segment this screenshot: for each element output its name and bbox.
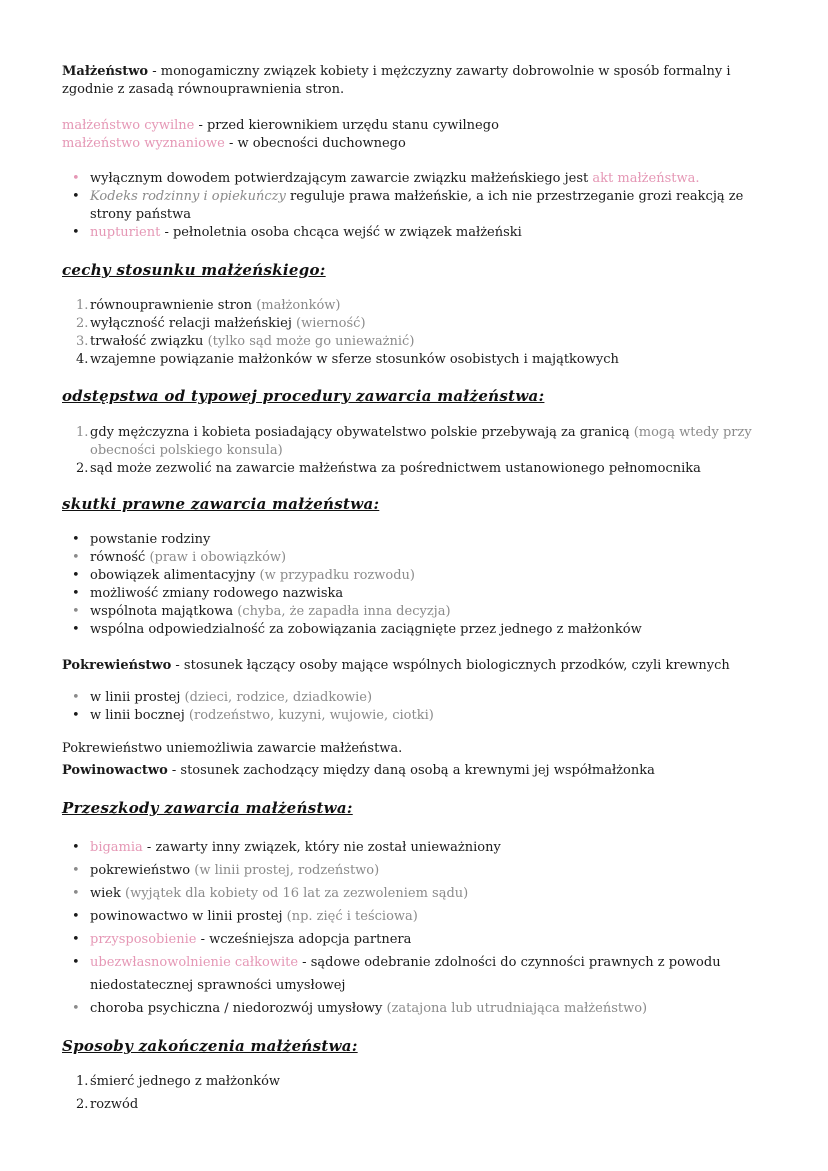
text: powstanie rodziny xyxy=(90,532,211,547)
text: powinowactwo w linii prostej xyxy=(90,909,287,924)
bullet-icon: • xyxy=(72,955,80,970)
text: pokrewieństwo xyxy=(90,863,195,878)
bullet-icon: • xyxy=(72,189,80,204)
text: Pokrewieństwo uniemożliwia zawarcie małżeństwa. xyxy=(62,741,403,756)
list-number: 2. xyxy=(76,316,89,331)
list-item xyxy=(62,707,782,725)
note-gray: (w przypadku rozwodu) xyxy=(259,568,415,583)
bullet-icon: • xyxy=(72,604,80,619)
text: rozwód xyxy=(90,1097,139,1112)
list-item xyxy=(62,997,782,1020)
bullet-icon: • xyxy=(72,622,80,637)
section-heading: cechy stosunku małżeńskiego: xyxy=(62,261,326,279)
text: śmierć jednego z małżonków xyxy=(90,1074,281,1089)
section-heading: odstępstwa od typowej procedury zawarcia małżeństwa: xyxy=(62,387,545,405)
highlight-pink: małżeństwo cywilne xyxy=(62,118,195,133)
bullet-icon: • xyxy=(72,708,80,723)
bullet-icon: • xyxy=(72,840,80,855)
text: - monogamiczny związek kobiety i mężczyzny zawarty dobrowolnie w sposób formalny i zgodnie z zasadą równouprawnienia stron. xyxy=(62,64,731,97)
highlight-pink: bigamia xyxy=(90,840,143,855)
text: reguluje prawa małżeńskie, a ich nie przestrzeganie grozi reakcją ze strony państwa xyxy=(90,189,744,222)
term-bold: Pokrewieństwo xyxy=(62,658,172,673)
paragraph-line xyxy=(62,117,782,135)
bullet-list xyxy=(62,689,782,725)
highlight-pink: ubezwłasnowolnienie całkowite xyxy=(90,955,299,970)
list-item xyxy=(62,1093,782,1116)
bullet-icon: • xyxy=(72,550,80,565)
text: - stosunek zachodzący między daną osobą a krewnymi jej współmałżonka xyxy=(167,763,655,778)
text: wzajemne powiązanie małżonków w sferze stosunków osobistych i majątkowych xyxy=(90,352,619,367)
text: równouprawnienie stron xyxy=(90,298,257,313)
section-heading: skutki prawne zawarcia małżeństwa: xyxy=(62,495,380,513)
bullet-icon: • xyxy=(72,171,80,186)
list-item xyxy=(62,585,782,603)
text: wyłączność relacji małżeńskiej xyxy=(90,316,297,331)
text: w linii bocznej xyxy=(90,708,189,723)
bullet-list xyxy=(62,836,782,1020)
list-item xyxy=(62,836,782,859)
text: możliwość zmiany rodowego nazwiska xyxy=(90,586,344,601)
text: - zawarty inny związek, który nie został unieważniony xyxy=(142,840,501,855)
document-page xyxy=(62,63,782,1116)
bullet-icon: • xyxy=(72,886,80,901)
text: - w obecności duchownego xyxy=(224,136,406,151)
bullet-icon: • xyxy=(72,863,80,878)
note-gray: (dzieci, rodzice, dziadkowie) xyxy=(184,690,373,705)
list-number: 1. xyxy=(76,425,89,440)
list-item xyxy=(62,621,782,639)
list-item xyxy=(62,333,782,351)
numbered-list xyxy=(62,424,782,478)
paragraph xyxy=(62,740,782,758)
list-item xyxy=(62,928,782,951)
paragraph-line xyxy=(62,135,782,153)
text: gdy mężczyzna i kobieta posiadający obywatelstwo polskie przebywają za granicą xyxy=(90,425,634,440)
note-gray: (rodzeństwo, kuzyni, wujowie, ciotki) xyxy=(188,708,434,723)
list-item xyxy=(62,951,782,997)
note-gray: (tylko sąd może go unieważnić) xyxy=(207,334,415,349)
note-gray: (małżonków) xyxy=(256,298,341,313)
text: - wcześniejsza adopcja partnera xyxy=(196,932,412,947)
bullet-icon: • xyxy=(72,909,80,924)
text: w linii prostej xyxy=(90,690,185,705)
text: - stosunek łączący osoby mające wspólnych biologicznych przodków, czyli krewnych xyxy=(171,658,730,673)
text: wyłącznym dowodem potwierdzającym zawarcie związku małżeńskiego jest xyxy=(90,171,593,186)
text: - pełnoletnia osoba chcąca wejść w związek małżeński xyxy=(160,225,522,240)
text: równość xyxy=(90,550,150,565)
bullet-icon: • xyxy=(72,932,80,947)
list-item xyxy=(62,905,782,928)
text: choroba psychiczna / niedorozwój umysłowy xyxy=(90,1001,387,1016)
list-item xyxy=(62,1070,782,1093)
bullet-icon: • xyxy=(72,532,80,547)
paragraph xyxy=(62,762,782,780)
list-item xyxy=(62,188,782,224)
paragraph-line xyxy=(62,740,782,758)
list-item xyxy=(62,460,782,478)
text: - sądowe odebranie zdolności do czynności prawnych z powodu niedostatecznej sprawności umysłowej xyxy=(90,955,721,993)
paragraph-line xyxy=(62,63,782,99)
bullet-icon: • xyxy=(72,225,80,240)
list-item xyxy=(62,297,782,315)
paragraph-line xyxy=(62,657,782,675)
paragraph xyxy=(62,63,782,99)
bullet-icon: • xyxy=(72,1001,80,1016)
note-gray: (w linii prostej, rodzeństwo) xyxy=(194,863,380,878)
list-number: 4. xyxy=(76,352,89,367)
list-item xyxy=(62,567,782,585)
note-gray: (wierność) xyxy=(296,316,366,331)
term-bold: Małżeństwo xyxy=(62,64,149,79)
list-number: 1. xyxy=(76,1074,89,1089)
bullet-icon: • xyxy=(72,568,80,583)
highlight-pink: przysposobienie xyxy=(90,932,197,947)
list-item xyxy=(62,315,782,333)
highlight-pink: akt małżeństwa. xyxy=(592,171,700,186)
note-gray: Kodeks rodzinny i opiekuńczy xyxy=(90,189,286,204)
note-gray: (chyba, że zapadła inna decyzja) xyxy=(237,604,451,619)
text: trwałość związku xyxy=(90,334,208,349)
numbered-list xyxy=(62,1070,782,1116)
paragraph xyxy=(62,657,782,675)
list-item xyxy=(62,224,782,242)
text: sąd może zezwolić na zawarcie małżeństwa za pośrednictwem ustanowionego pełnomocnika xyxy=(90,461,701,476)
numbered-list xyxy=(62,297,782,369)
text: wiek xyxy=(90,886,125,901)
text: - przed kierownikiem urzędu stanu cywilnego xyxy=(194,118,499,133)
list-item xyxy=(62,170,782,188)
section-heading: Sposoby zakończenia małżeństwa: xyxy=(62,1037,358,1055)
bullet-icon: • xyxy=(72,690,80,705)
list-number: 1. xyxy=(76,298,89,313)
list-item xyxy=(62,882,782,905)
text: wspólna odpowiedzialność za zobowiązania zaciągnięte przez jednego z małżonków xyxy=(90,622,642,637)
paragraph xyxy=(62,117,782,153)
list-number: 2. xyxy=(76,461,89,476)
note-gray: (np. zięć i teściowa) xyxy=(286,909,418,924)
highlight-pink: nupturient xyxy=(90,225,161,240)
list-item xyxy=(62,859,782,882)
note-gray: (praw i obowiązków) xyxy=(149,550,287,565)
list-item xyxy=(62,351,782,369)
list-item xyxy=(62,689,782,707)
text: obowiązek alimentacyjny xyxy=(90,568,260,583)
list-item xyxy=(62,424,782,460)
paragraph-line xyxy=(62,762,782,780)
bullet-icon: • xyxy=(72,586,80,601)
note-gray: (wyjątek dla kobiety od 16 lat za zezwoleniem sądu) xyxy=(125,886,469,901)
bullet-list xyxy=(62,170,782,242)
highlight-pink: małżeństwo wyznaniowe xyxy=(62,136,225,151)
section-heading: Przeszkody zawarcia małżeństwa: xyxy=(62,799,353,817)
note-gray: (mogą wtedy przy obecności polskiego konsula) xyxy=(90,425,752,458)
term-bold: Powinowactwo xyxy=(62,763,168,778)
text: wspólnota majątkowa xyxy=(90,604,238,619)
note-gray: (zatajona lub utrudniająca małżeństwo) xyxy=(386,1001,648,1016)
list-number: 3. xyxy=(76,334,89,349)
list-item xyxy=(62,549,782,567)
bullet-list xyxy=(62,531,782,639)
list-item xyxy=(62,531,782,549)
list-item xyxy=(62,603,782,621)
list-number: 2. xyxy=(76,1097,89,1112)
